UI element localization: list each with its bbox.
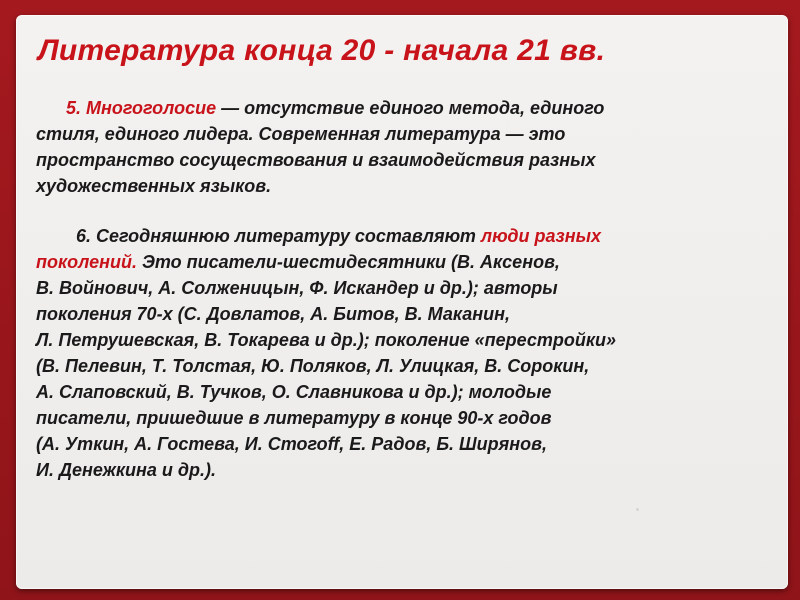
paragraph-6-line-1 (36, 223, 766, 249)
paragraph-6 (36, 223, 766, 483)
paragraph-5-line-2: стиля, единого лидера. Современная литература — это (36, 124, 566, 144)
paragraph-6-line-10: И. Денежкина и др.). (36, 460, 216, 480)
paragraph-6-line-3: В. Войнович, А. Солженицын, Ф. Искандер и др.); авторы (36, 278, 558, 298)
page-title: Литература конца 20 - начала 21 вв. (38, 34, 606, 67)
decorative-dot (636, 508, 639, 511)
paragraph-5-line-1 (36, 95, 766, 121)
paragraph-5-line-4: художественных языков. (36, 176, 272, 196)
paragraph-5-line-3: пространство сосуществования и взаимодействия разных (36, 150, 596, 170)
paragraph-6-highlight-1: люди разных (480, 226, 601, 246)
paragraph-6-line-8: писатели, пришедшие в литературу в конце 90-х годов (36, 408, 552, 428)
paragraph-6-line-1-start: 6. Сегодняшнюю литературу составляют (76, 226, 481, 246)
paragraph-6-line-6: (В. Пелевин, Т. Толстая, Ю. Поляков, Л. Улицкая, В. Сорокин, (36, 356, 590, 376)
paragraph-6-highlight-2: поколений. (36, 252, 137, 272)
paragraph-6-line-9: (А. Уткин, А. Гостева, И. Стогоff, Е. Радов, Б. Ширянов, (36, 434, 548, 454)
paragraph-6-line-2 (36, 249, 766, 275)
paragraph-5 (36, 95, 766, 199)
paragraph-6-line-4: поколения 70-х (С. Довлатов, А. Битов, В. Маканин, (36, 304, 510, 324)
paragraph-6-line-5: Л. Петрушевская, В. Токарева и др.); поколение «перестройки» (36, 330, 617, 350)
paragraph-5-lead: 5. Многоголосие (66, 98, 217, 118)
paragraph-6-line-7: А. Слаповский, В. Тучков, О. Славникова и др.); молодые (36, 382, 552, 402)
paragraph-5-line-1-rest: — отсутствие единого метода, единого (216, 98, 605, 118)
paragraph-6-line-2-rest: Это писатели-шестидесятники (В. Аксенов, (136, 252, 560, 272)
